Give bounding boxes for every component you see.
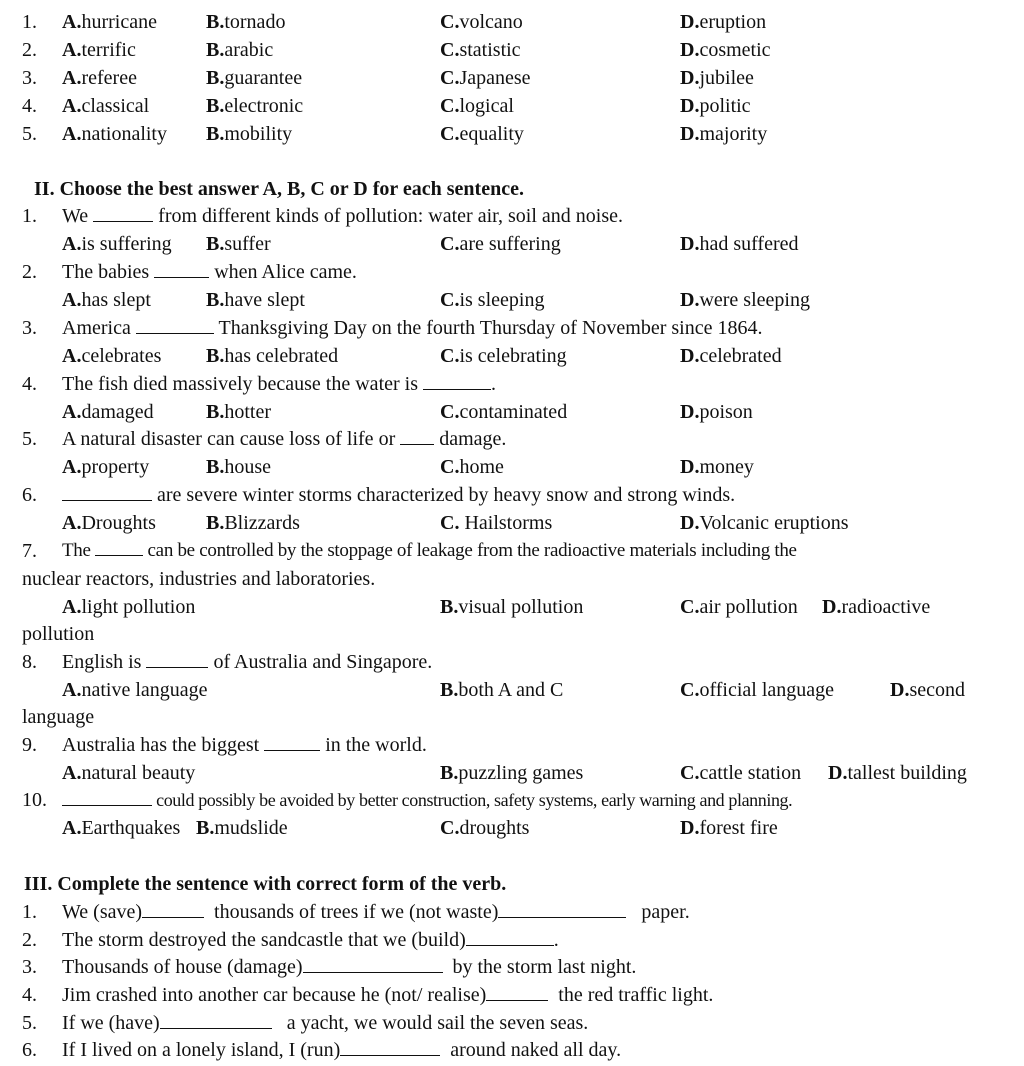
option-c: C.home <box>440 456 504 478</box>
section-3-heading: III. Complete the sentence with correct form of the verb. <box>24 873 507 895</box>
option-b: B.electronic <box>206 95 304 117</box>
option-d: D.cosmetic <box>680 39 771 61</box>
item-number: 4. <box>22 95 37 117</box>
option-c: C.contaminated <box>440 401 568 423</box>
option-d: D.money <box>680 456 754 478</box>
option-d: D.were sleeping <box>680 289 810 311</box>
question-stem <box>0 314 1024 342</box>
option-b: B.hotter <box>206 401 271 423</box>
item-text: Jim crashed into another car because he (not/ realise) the red traffic light. <box>62 984 714 1006</box>
item-number: 2. <box>22 929 37 951</box>
question-text: The can be controlled by the stoppage of leakage from the radioactive materials including the <box>62 537 797 565</box>
question-options <box>0 593 1024 621</box>
verb-item <box>0 1009 1024 1037</box>
option-c: C.logical <box>440 95 514 117</box>
option-b: B.Blizzards <box>206 512 300 534</box>
option-d: D.jubilee <box>680 67 754 89</box>
option-a: A.Droughts <box>62 512 156 534</box>
question-number: 10. <box>22 789 47 811</box>
option-d: D.celebrated <box>680 345 782 367</box>
option-d: D.tallest building <box>828 762 967 784</box>
question-stem <box>0 648 1024 676</box>
answer-blank <box>62 482 152 501</box>
option-wrap-text: pollution <box>22 623 95 645</box>
question-number: 5. <box>22 428 37 450</box>
question-number: 7. <box>22 540 37 562</box>
answer-blank <box>95 537 143 556</box>
question-text: America Thanksgiving Day on the fourth Thursday of November since 1864. <box>62 317 763 339</box>
item-text: If we (have) a yacht, we would sail the seven seas. <box>62 1012 589 1034</box>
option-c: C. Hailstorms <box>440 512 553 534</box>
option-a: A.property <box>62 456 150 478</box>
option-b: B.mudslide <box>196 817 288 839</box>
answer-blank <box>93 203 153 222</box>
answer-blank <box>486 982 548 1001</box>
option-a: A.celebrates <box>62 345 162 367</box>
answer-blank <box>136 315 214 334</box>
item-number: 5. <box>22 1012 37 1034</box>
pronunciation-row <box>0 8 1024 36</box>
question-stem <box>0 370 1024 398</box>
answer-blank <box>154 259 209 278</box>
option-b: B.has celebrated <box>206 345 339 367</box>
option-c: C.statistic <box>440 39 521 61</box>
question-number: 9. <box>22 734 37 756</box>
option-b: B.guarantee <box>206 67 303 89</box>
question-options <box>0 453 1024 481</box>
item-text: We (save) thousands of trees if we (not waste) paper. <box>62 901 690 923</box>
question-options <box>0 676 1024 704</box>
question-text: The fish died massively because the water is . <box>62 373 496 395</box>
option-c: C.air pollution <box>680 596 798 618</box>
option-c: C.are suffering <box>440 233 561 255</box>
answer-blank <box>303 954 443 973</box>
question-options <box>0 814 1024 842</box>
option-b: B.puzzling games <box>440 762 584 784</box>
question-options <box>0 230 1024 258</box>
section-2-heading: II. Choose the best answer A, B, C or D for each sentence. <box>34 178 524 200</box>
option-c: C.Japanese <box>440 67 531 89</box>
verb-item <box>0 898 1024 926</box>
verb-item <box>0 953 1024 981</box>
option-c: C.droughts <box>440 817 530 839</box>
question-text: are severe winter storms characterized by heavy snow and strong winds. <box>62 481 735 509</box>
answer-blank <box>466 927 554 946</box>
option-d: D.Volcanic eruptions <box>680 512 849 534</box>
option-b: B.both A and C <box>440 679 564 701</box>
question-number: 2. <box>22 261 37 283</box>
question-text: The babies when Alice came. <box>62 261 357 283</box>
question-stem <box>0 258 1024 286</box>
verb-item <box>0 981 1024 1009</box>
question-number: 4. <box>22 373 37 395</box>
question-stem <box>0 731 1024 759</box>
verb-item <box>0 926 1024 954</box>
item-number: 6. <box>22 1039 37 1061</box>
option-b: B.tornado <box>206 11 286 33</box>
item-text: Thousands of house (damage) by the storm last night. <box>62 956 637 978</box>
answer-blank <box>340 1037 440 1056</box>
answer-blank <box>423 371 491 390</box>
option-a: A.Earthquakes <box>62 817 181 839</box>
option-d: D.politic <box>680 95 751 117</box>
answer-blank <box>146 649 208 668</box>
answer-blank <box>264 732 320 751</box>
item-number: 4. <box>22 984 37 1006</box>
item-number: 3. <box>22 67 37 89</box>
option-c: C.is celebrating <box>440 345 567 367</box>
question-number: 8. <box>22 651 37 673</box>
pronunciation-row <box>0 64 1024 92</box>
question-text: We from different kinds of pollution: water air, soil and noise. <box>62 205 623 227</box>
option-wrap-text: language <box>22 706 95 728</box>
option-a: A.damaged <box>62 401 154 423</box>
pronunciation-row <box>0 92 1024 120</box>
question-stem <box>0 481 1024 509</box>
answer-blank <box>498 899 626 918</box>
question-stem <box>0 425 1024 453</box>
option-d: D.forest fire <box>680 817 778 839</box>
pronunciation-row <box>0 36 1024 64</box>
pronunciation-row <box>0 120 1024 148</box>
question-text: Australia has the biggest in the world. <box>62 734 427 756</box>
item-number: 1. <box>22 901 37 923</box>
question-number: 1. <box>22 205 37 227</box>
question-options <box>0 286 1024 314</box>
question-text: English is of Australia and Singapore. <box>62 651 433 673</box>
option-c: C.cattle station <box>680 762 802 784</box>
option-d: D.eruption <box>680 11 767 33</box>
option-c: C.equality <box>440 123 524 145</box>
question-continuation: nuclear reactors, industries and laboratories. <box>22 568 376 590</box>
answer-blank <box>142 899 204 918</box>
verb-item <box>0 1036 1024 1064</box>
question-options <box>0 509 1024 537</box>
option-c: C.volcano <box>440 11 523 33</box>
question-options <box>0 398 1024 426</box>
option-a: A.native language <box>62 679 208 701</box>
answer-blank <box>62 787 152 806</box>
option-a: A.is suffering <box>62 233 172 255</box>
item-text: The storm destroyed the sandcastle that we (build) . <box>62 929 559 951</box>
item-number: 1. <box>22 11 37 33</box>
item-number: 2. <box>22 39 37 61</box>
option-b: B.have slept <box>206 289 305 311</box>
option-d: D.radioactive <box>822 596 931 618</box>
option-b: B.suffer <box>206 233 271 255</box>
option-d: D.majority <box>680 123 768 145</box>
answer-blank <box>400 426 434 445</box>
option-a: A.nationality <box>62 123 167 145</box>
question-options <box>0 342 1024 370</box>
question-number: 3. <box>22 317 37 339</box>
option-d: D.poison <box>680 401 753 423</box>
option-d: D.had suffered <box>680 233 799 255</box>
option-b: B.visual pollution <box>440 596 584 618</box>
option-a: A.terrific <box>62 39 136 61</box>
option-b: B.mobility <box>206 123 293 145</box>
option-a: A.natural beauty <box>62 762 196 784</box>
option-a: A.hurricane <box>62 11 157 33</box>
question-options <box>0 759 1024 787</box>
option-a: A.light pollution <box>62 596 196 618</box>
option-a: A.referee <box>62 67 137 89</box>
question-text: could possibly be avoided by better construction, safety systems, early warning and planning. <box>62 786 792 814</box>
answer-blank <box>160 1010 272 1029</box>
question-text: A natural disaster can cause loss of life or damage. <box>62 428 507 450</box>
question-stem <box>0 202 1024 230</box>
question-stem <box>0 537 1024 565</box>
option-d: D.second <box>890 679 965 701</box>
option-a: A.classical <box>62 95 150 117</box>
option-c: C.is sleeping <box>440 289 545 311</box>
option-b: B.arabic <box>206 39 274 61</box>
question-stem <box>0 786 1024 814</box>
item-number: 3. <box>22 956 37 978</box>
item-text: If I lived on a lonely island, I (run) around naked all day. <box>62 1039 622 1061</box>
item-number: 5. <box>22 123 37 145</box>
option-b: B.house <box>206 456 272 478</box>
option-c: C.official language <box>680 679 835 701</box>
question-number: 6. <box>22 484 37 506</box>
option-a: A.has slept <box>62 289 151 311</box>
